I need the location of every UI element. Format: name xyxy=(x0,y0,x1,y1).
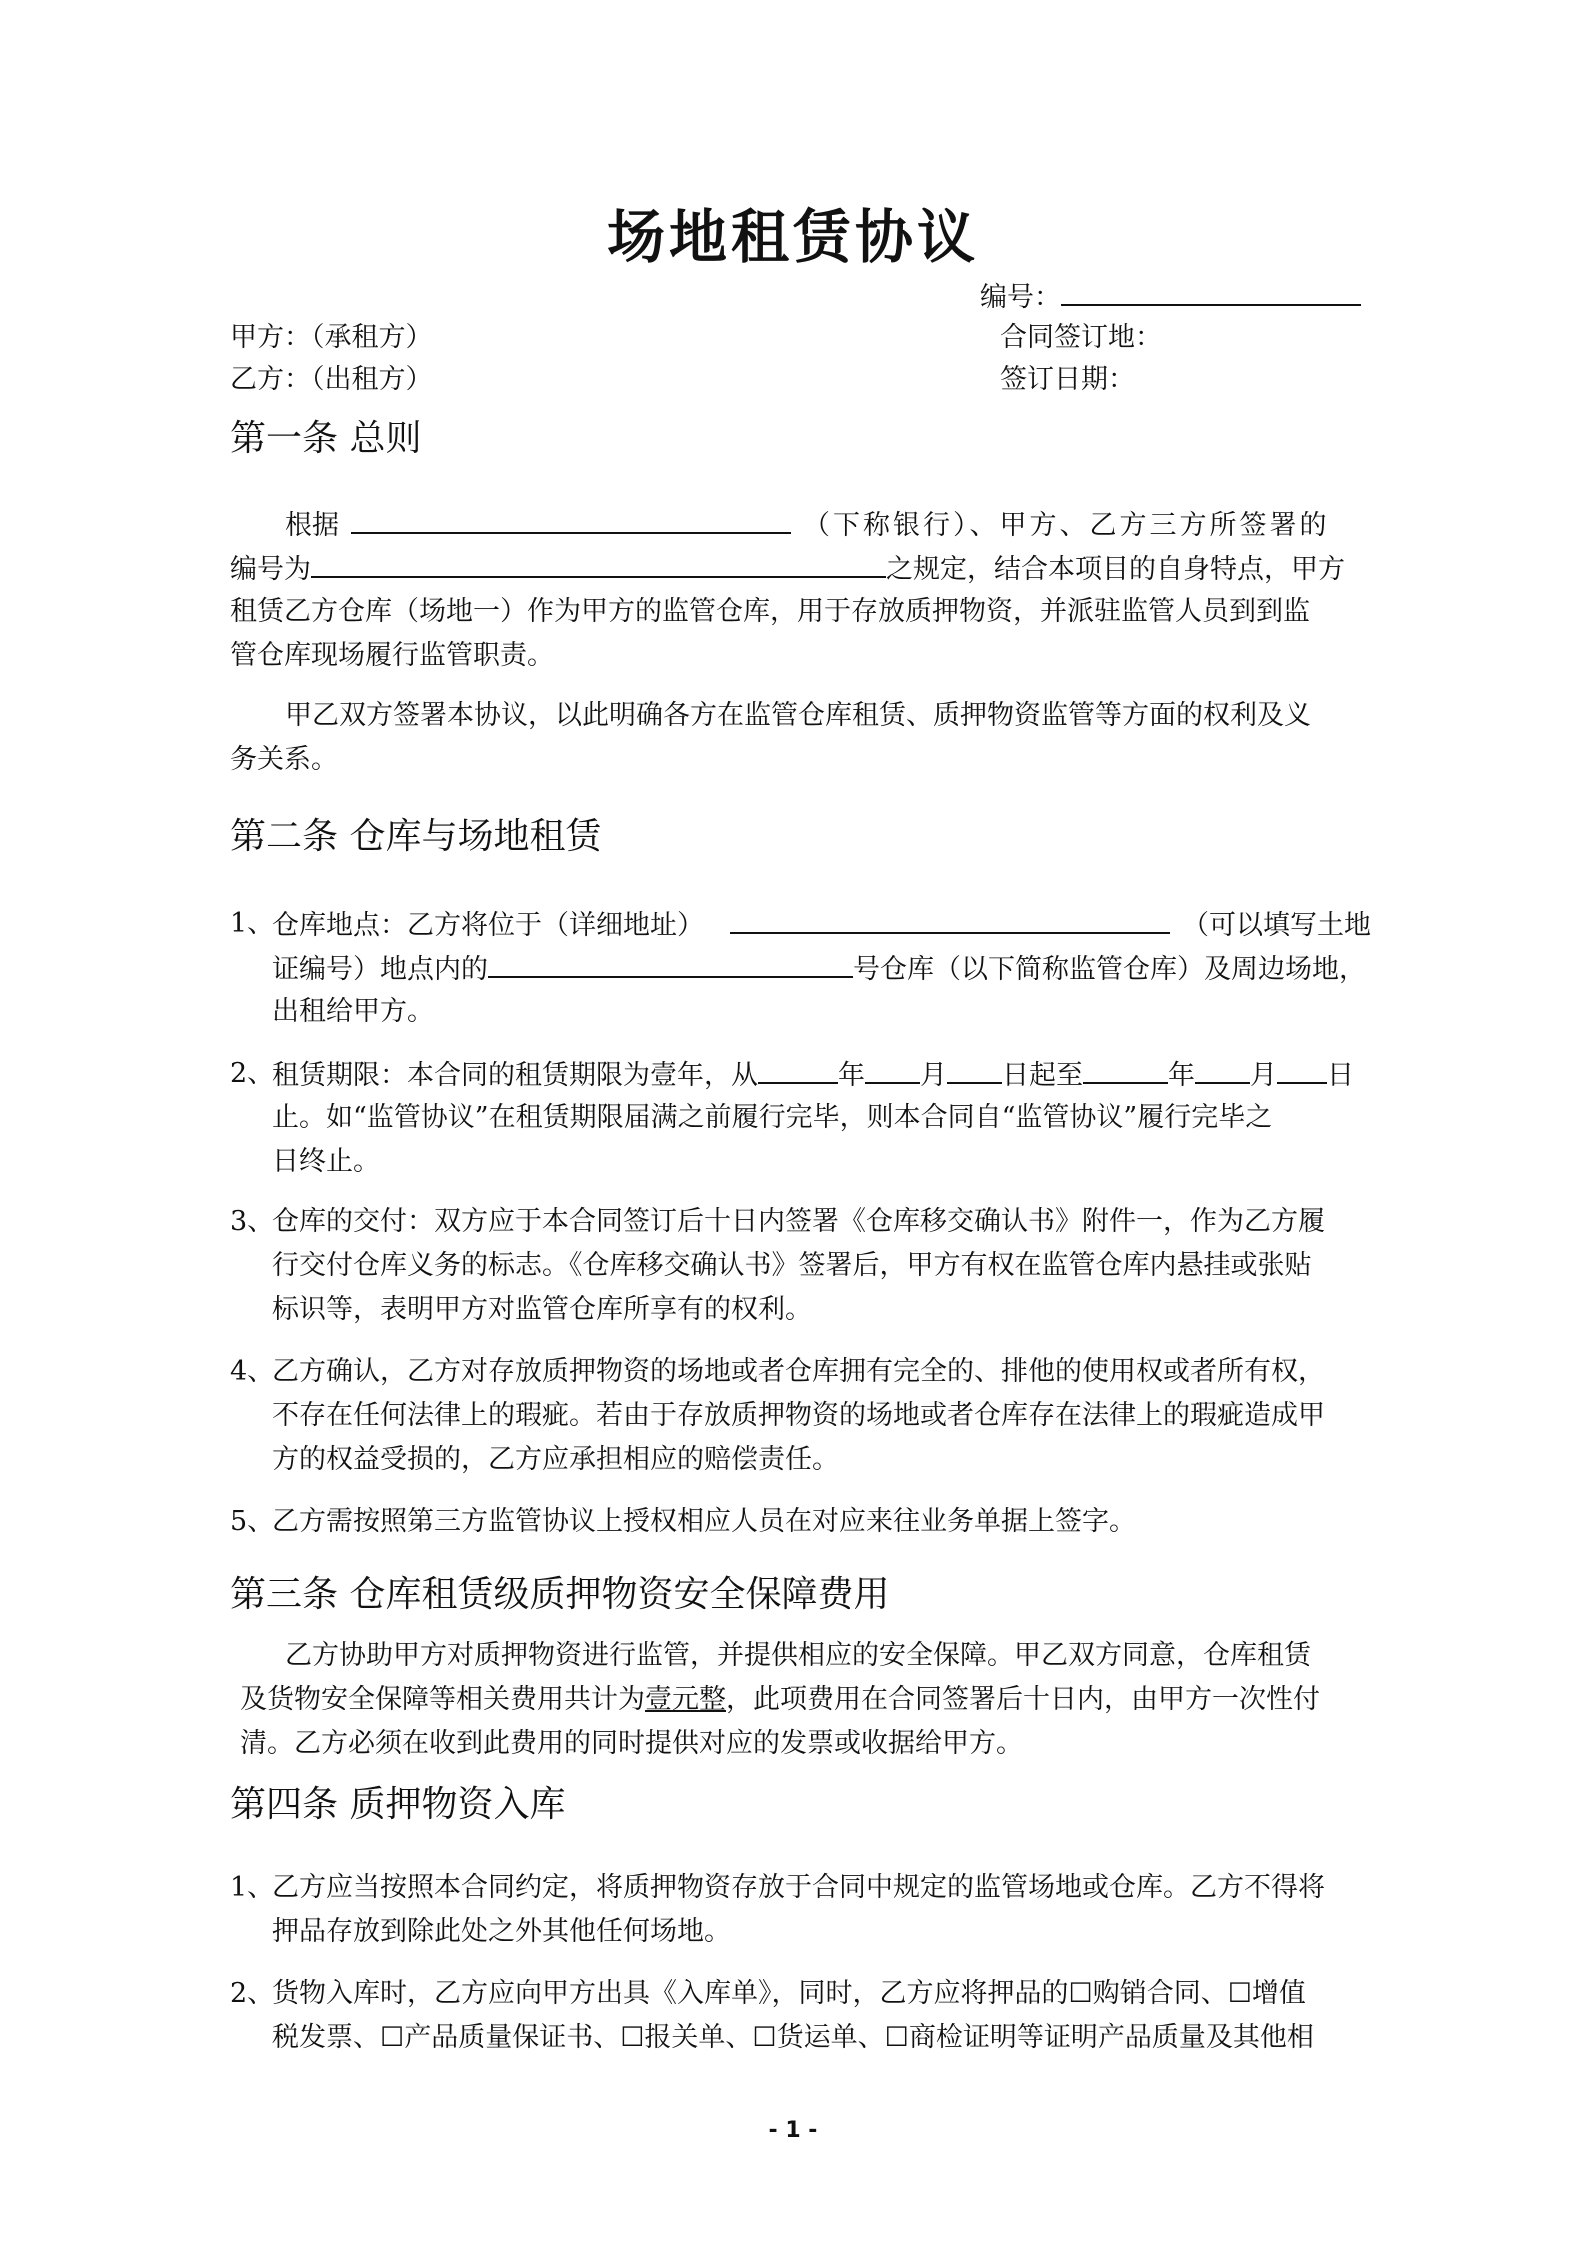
item-text: 月 xyxy=(1250,1060,1277,1091)
start-month-blank xyxy=(865,1052,920,1084)
article-2-item-3-line-3: 标识等，表明甲方对监管仓库所享有的权利。 xyxy=(272,1294,812,1325)
article-1-line-5: 甲乙双方签署本协议，以此明确各方在监管仓库租赁、质押物资监管等方面的权利及义 xyxy=(285,700,1311,731)
party-b: 乙方：（出租方） xyxy=(230,364,433,395)
article-4-item-1-line-1: 乙方应当按照本合同约定，将质押物资存放于合同中规定的监管场地或仓库。乙方不得将 xyxy=(272,1872,1325,1903)
article-4-item-1-line-2: 押品存放到除此处之外其他任何场地。 xyxy=(272,1916,731,1947)
end-year-blank xyxy=(1083,1052,1168,1084)
start-day-blank xyxy=(947,1052,1002,1084)
item-text: 年 xyxy=(1168,1060,1195,1091)
page-number: - 1 - xyxy=(768,2118,818,2143)
article-2-item-5-num: 5、 xyxy=(230,1506,275,1537)
article-2-item-1-line-3: 出租给甲方。 xyxy=(272,996,434,1027)
article-2-item-3-num: 3、 xyxy=(230,1206,275,1237)
article-3-text: 及货物安全保障等相关费用共计为 xyxy=(240,1684,645,1715)
start-year-blank xyxy=(758,1052,838,1084)
article-1-text: 根据 xyxy=(285,510,339,541)
article-1-heading: 第一条 总则 xyxy=(230,418,422,459)
contract-number-blank xyxy=(1061,274,1361,306)
sign-date: 签订日期： xyxy=(1000,364,1135,395)
contract-number-label: 编号： xyxy=(980,282,1061,313)
article-2-item-4-line-3: 方的权益受损的，乙方应承担相应的赔偿责任。 xyxy=(272,1444,839,1475)
article-3-heading: 第三条 仓库租赁级质押物资安全保障费用 xyxy=(230,1574,890,1615)
item-text: 证编号）地点内的 xyxy=(272,954,488,985)
article-2-item-3-line-1: 仓库的交付：双方应于本合同签订后十日内签署《仓库移交确认书》附件一，作为乙方履 xyxy=(272,1206,1325,1237)
item-text: 年 xyxy=(838,1060,865,1091)
contract-number-row xyxy=(980,274,1361,320)
article-4-item-1-num: 1、 xyxy=(230,1872,275,1903)
article-3-line-1: 乙方协助甲方对质押物资进行监管，并提供相应的安全保障。甲乙双方同意，仓库租赁 xyxy=(285,1640,1311,1671)
article-2-item-2-line-1 xyxy=(272,1052,1354,1098)
article-3-text: ，此项费用在合同签署后十日内，由甲方一次性付 xyxy=(726,1684,1320,1715)
item-text: 租赁期限：本合同的租赁期限为壹年，从 xyxy=(272,1060,758,1091)
article-1-line-2 xyxy=(230,546,1345,592)
article-2-item-3-line-2: 行交付仓库义务的标志。《仓库移交确认书》签署后，甲方有权在监管仓库内悬挂或张贴 xyxy=(272,1250,1312,1281)
article-1-line-6: 务关系。 xyxy=(230,744,338,775)
article-4-item-2-line-1: 货物入库时，乙方应向甲方出具《入库单》，同时，乙方应将押品的☐购销合同、☐增值 xyxy=(272,1978,1306,2009)
article-1-line-1 xyxy=(285,502,1370,548)
item-text: 号仓库（以下简称监管仓库）及周边场地， xyxy=(853,954,1366,985)
article-3-line-2 xyxy=(240,1678,1320,1722)
article-2-item-1-num: 1、 xyxy=(230,908,275,939)
article-1-text: 编号为 xyxy=(230,554,311,585)
end-month-blank xyxy=(1195,1052,1250,1084)
article-2-item-2-num: 2、 xyxy=(230,1058,275,1089)
document-title: 场地租赁协议 xyxy=(606,203,979,271)
agreement-number-blank xyxy=(311,546,886,578)
end-day-blank xyxy=(1277,1052,1327,1084)
article-2-item-2-line-2: 止。如“监管协议”在租赁期限届满之前履行完毕，则本合同自“监管协议”履行完毕之 xyxy=(272,1102,1273,1133)
article-1-line-3: 租赁乙方仓库（场地一）作为甲方的监管仓库，用于存放质押物资，并派驻监管人员到到监 xyxy=(230,596,1310,627)
article-2-item-2-line-3: 日终止。 xyxy=(272,1146,380,1177)
article-2-item-4-num: 4、 xyxy=(230,1356,275,1387)
article-1-text: 之规定，结合本项目的自身特点，甲方 xyxy=(886,554,1345,585)
warehouse-number-blank xyxy=(488,946,853,978)
article-1-line-4: 管仓库现场履行监管职责。 xyxy=(230,640,554,671)
article-1-text: （下称银行）、甲方、乙方三方所签署的 xyxy=(803,510,1330,541)
article-2-item-5-line-1: 乙方需按照第三方监管协议上授权相应人员在对应来往业务单据上签字。 xyxy=(272,1506,1136,1537)
address-blank xyxy=(730,902,1170,934)
article-2-item-4-line-2: 不存在任何法律上的瑕疵。若由于存放质押物资的场地或者仓库存在法律上的瑕疵造成甲 xyxy=(272,1400,1325,1431)
item-text: 仓库地点：乙方将位于（详细地址） xyxy=(272,910,704,941)
article-3-line-3: 清。乙方必须在收到此费用的同时提供对应的发票或收据给甲方。 xyxy=(240,1728,1023,1759)
article-4-heading: 第四条 质押物资入库 xyxy=(230,1784,566,1825)
bank-name-blank xyxy=(351,502,791,534)
item-text: 日 xyxy=(1327,1060,1354,1091)
article-4-item-2-line-2: 税发票、☐产品质量保证书、☐报关单、☐货运单、☐商检证明等证明产品质量及其他相 xyxy=(272,2022,1314,2053)
item-text: （可以填写土地 xyxy=(1182,910,1371,941)
sign-place: 合同签订地： xyxy=(1000,322,1162,353)
article-2-item-4-line-1: 乙方确认，乙方对存放质押物资的场地或者仓库拥有完全的、排他的使用权或者所有权， xyxy=(272,1356,1325,1387)
item-text: 日起至 xyxy=(1002,1060,1083,1091)
article-4-item-2-num: 2、 xyxy=(230,1978,275,2009)
fee-amount: 壹元整 xyxy=(645,1684,726,1715)
article-2-item-1-line-1 xyxy=(272,902,1371,948)
party-a: 甲方：（承租方） xyxy=(230,322,433,353)
article-2-item-1-line-2 xyxy=(272,946,1366,992)
article-2-heading: 第二条 仓库与场地租赁 xyxy=(230,816,602,857)
item-text: 月 xyxy=(920,1060,947,1091)
